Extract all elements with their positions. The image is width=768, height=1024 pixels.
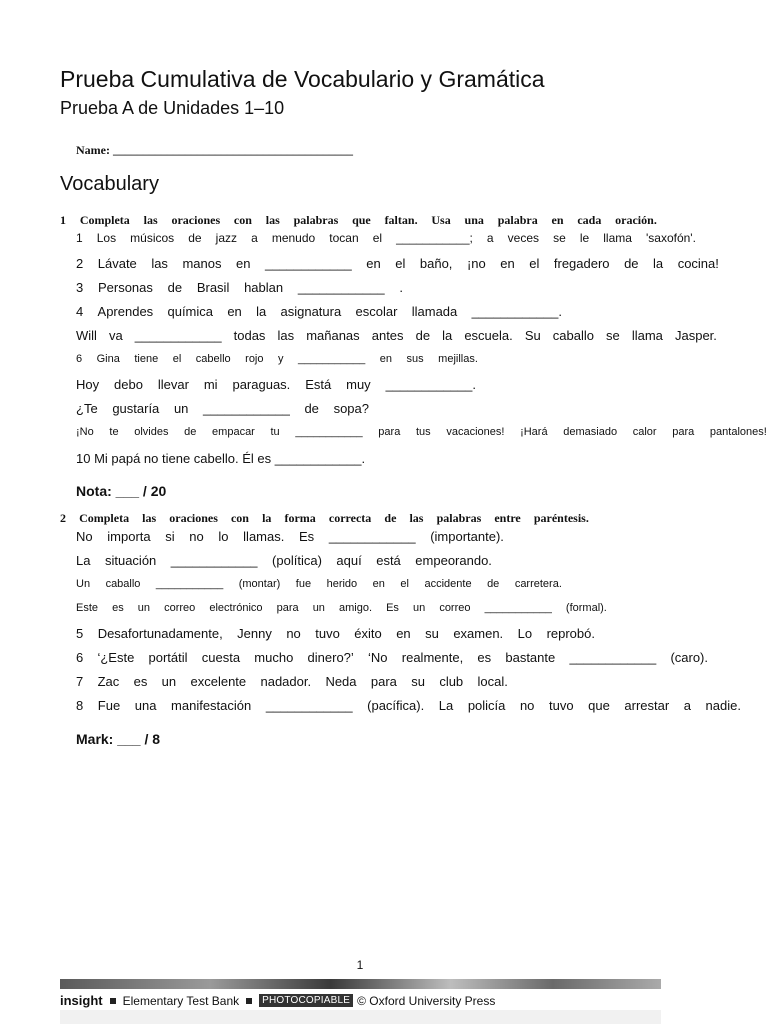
word: Completa	[79, 511, 130, 525]
question-line	[76, 401, 369, 416]
word: las	[265, 213, 280, 227]
word: Usa	[431, 213, 451, 227]
answer-blank: ____________	[569, 650, 657, 665]
word: tuvo	[548, 698, 574, 713]
word: y	[278, 353, 284, 365]
answer-blank: ____________.	[385, 377, 476, 392]
word: antes	[371, 328, 404, 343]
answer-blank: ____________	[134, 328, 222, 343]
footer	[60, 993, 495, 1008]
word: lo	[218, 529, 229, 544]
word: ‘No	[368, 650, 388, 665]
word: en	[366, 256, 381, 271]
word: Es	[386, 602, 399, 614]
word: ¿Te	[76, 401, 98, 416]
word: electrónico	[209, 602, 263, 614]
word: Es	[299, 529, 315, 544]
publisher: © Oxford University Press	[357, 993, 496, 1008]
word: un	[413, 602, 426, 614]
word: el	[400, 578, 409, 590]
word: músicos	[130, 231, 175, 245]
word: paraguas.	[232, 377, 291, 392]
answer-blank: ___________	[155, 578, 224, 590]
word: se	[606, 328, 620, 343]
word: sus	[406, 353, 424, 365]
word: en	[379, 353, 393, 365]
word: correo	[164, 602, 196, 614]
word: La	[76, 553, 91, 568]
word: Jenny	[237, 626, 272, 641]
word: baño,	[419, 256, 453, 271]
word: mucho	[254, 650, 294, 665]
word: 2	[76, 256, 84, 271]
word: para	[672, 426, 695, 438]
word: tus	[415, 426, 431, 438]
word: con	[233, 213, 252, 227]
word: sopa?	[333, 401, 369, 416]
word: nadie.	[705, 698, 741, 713]
question-line	[76, 529, 504, 544]
word: Hoy	[76, 377, 100, 392]
word: (caro).	[670, 650, 708, 665]
word: es	[477, 650, 492, 665]
photocopiable-badge: PHOTOCOPIABLE	[259, 994, 353, 1007]
word: es	[112, 602, 124, 614]
word: calor	[632, 426, 657, 438]
answer-blank: ____________	[203, 401, 290, 416]
word: amigo.	[339, 602, 373, 614]
word: de	[384, 511, 397, 525]
word: nadador.	[260, 674, 312, 689]
word: pantalones!	[709, 426, 767, 438]
word: ¡Hará	[520, 426, 548, 438]
question-line	[76, 377, 476, 392]
word: (política)	[272, 553, 322, 568]
word: Fue	[97, 698, 121, 713]
square-bullet-icon	[246, 998, 252, 1004]
word: escuela.	[464, 328, 513, 343]
word: de	[304, 401, 319, 416]
word: llama	[631, 328, 663, 343]
word: Un	[76, 578, 91, 590]
word: llamas.	[243, 529, 285, 544]
word: dinero?’	[307, 650, 354, 665]
word: manifestación	[171, 698, 252, 713]
word: de	[188, 231, 202, 245]
word: forma	[284, 511, 316, 525]
exercise-2-instruction	[60, 511, 589, 526]
word: asignatura	[280, 304, 342, 319]
word: vacaciones!	[446, 426, 505, 438]
word: debo	[114, 377, 143, 392]
word: manos	[182, 256, 222, 271]
word: una	[134, 698, 157, 713]
word: llevar	[157, 377, 189, 392]
word: oraciones	[171, 213, 221, 227]
word: le	[579, 231, 590, 245]
word: (formal).	[565, 602, 607, 614]
word: local.	[477, 674, 508, 689]
word: 6	[76, 650, 84, 665]
answer-blank: ____________.	[471, 304, 562, 319]
word: que	[588, 698, 610, 713]
word: 3	[76, 280, 84, 295]
word: se	[553, 231, 566, 245]
answer-blank: ___________;	[396, 231, 473, 245]
word: en	[227, 304, 242, 319]
word: las	[142, 511, 157, 525]
word: en	[500, 256, 515, 271]
word: no	[189, 529, 204, 544]
word: palabra	[497, 213, 538, 227]
brand-logo: insight	[60, 993, 103, 1008]
word: éxito	[354, 626, 382, 641]
word: que	[352, 213, 371, 227]
exercise-1-mark: Nota: ___ / 20	[76, 483, 167, 499]
answer-blank: 10 Mi papá no tiene cabello. Él es ____________.	[76, 451, 366, 466]
word: portátil	[148, 650, 188, 665]
word: tocan	[329, 231, 359, 245]
word: fue	[295, 578, 312, 590]
word: empeorando.	[415, 553, 492, 568]
word: tu	[270, 426, 280, 438]
page-subtitle: Prueba A de Unidades 1–10	[60, 98, 285, 118]
word: el	[372, 231, 383, 245]
word: la	[256, 304, 267, 319]
word: accidente	[424, 578, 472, 590]
word: un	[161, 674, 177, 689]
question-line	[76, 553, 492, 568]
word: excelente	[190, 674, 247, 689]
word: 5	[76, 626, 84, 641]
word: 7	[76, 674, 84, 689]
word: si	[165, 529, 175, 544]
question-line	[76, 578, 562, 590]
word: hablan	[244, 280, 284, 295]
word: Este	[76, 602, 99, 614]
word: Su	[524, 328, 541, 343]
word: tiene	[134, 353, 159, 365]
answer-blank: ____________	[264, 256, 352, 271]
word: entre	[494, 511, 521, 525]
word: No	[76, 529, 93, 544]
word: Personas	[97, 280, 153, 295]
word: de	[487, 578, 500, 590]
word: .	[399, 280, 403, 295]
word: ‘¿Este	[97, 650, 135, 665]
word: oraciones	[169, 511, 218, 525]
word: en	[396, 626, 411, 641]
word: cabello	[195, 353, 231, 365]
word: no	[286, 626, 301, 641]
question-line	[76, 280, 403, 295]
word: oración.	[615, 213, 657, 227]
word: club	[439, 674, 464, 689]
word: en	[236, 256, 251, 271]
word: de	[415, 328, 431, 343]
word: 6	[76, 353, 83, 365]
word: demasiado	[563, 426, 618, 438]
book-title: Elementary Test Bank	[122, 993, 240, 1008]
word: 'saxofón'.	[645, 231, 696, 245]
word: (montar)	[238, 578, 281, 590]
word: Está	[305, 377, 332, 392]
answer-blank: ___________	[298, 353, 366, 365]
word: tuvo	[315, 626, 340, 641]
word: la	[442, 328, 453, 343]
question-line	[76, 304, 562, 319]
word: es	[133, 674, 148, 689]
word: llama	[603, 231, 632, 245]
footer-band	[60, 979, 661, 989]
word: la	[262, 511, 272, 525]
word: palabras	[293, 213, 339, 227]
word: el	[172, 353, 182, 365]
word: paréntesis.	[533, 511, 589, 525]
word: Lo	[517, 626, 533, 641]
word: muy	[346, 377, 371, 392]
question-line	[76, 256, 719, 271]
word: un	[312, 602, 325, 614]
word: situación	[104, 553, 157, 568]
word: a	[683, 698, 691, 713]
word: las	[143, 213, 158, 227]
word: llamada	[411, 304, 458, 319]
answer-blank: ____________	[297, 280, 385, 295]
word: a	[486, 231, 494, 245]
word: correcta	[328, 511, 372, 525]
word: menudo	[271, 231, 316, 245]
word: Desafortunadamente,	[97, 626, 223, 641]
exercise-2-mark: Mark: ___ / 8	[76, 731, 161, 747]
word: rojo	[245, 353, 264, 365]
word: Neda	[325, 674, 357, 689]
page-title: Prueba Cumulativa de Vocabulario y Gramática	[60, 66, 545, 92]
word: La	[438, 698, 454, 713]
word: arrestar	[624, 698, 670, 713]
answer-blank: ____________	[328, 529, 416, 544]
word: a	[251, 231, 258, 245]
question-line	[76, 698, 741, 713]
word: una	[464, 213, 484, 227]
word: va	[109, 328, 123, 343]
word: faltan.	[384, 213, 418, 227]
question-line	[76, 328, 717, 343]
exercise-1-instruction	[60, 213, 657, 228]
word: cuesta	[201, 650, 241, 665]
word: un	[173, 401, 189, 416]
word: con	[230, 511, 249, 525]
word: fregadero	[553, 256, 610, 271]
answer-blank: ____________	[265, 698, 353, 713]
word: 1	[76, 231, 83, 245]
word: para	[370, 674, 397, 689]
word: cada	[577, 213, 602, 227]
word: 4	[76, 304, 84, 319]
word: está	[376, 553, 401, 568]
word: Brasil	[196, 280, 230, 295]
question-line	[76, 602, 607, 614]
word: te	[109, 426, 119, 438]
word: palabras	[436, 511, 482, 525]
word: de	[167, 280, 183, 295]
word: realmente,	[401, 650, 464, 665]
word: 2	[60, 511, 66, 525]
word: (importante).	[430, 529, 504, 544]
word: el	[529, 256, 540, 271]
word: la	[653, 256, 664, 271]
word: reprobó.	[546, 626, 595, 641]
word: olvides	[134, 426, 169, 438]
word: en	[551, 213, 564, 227]
word: correo	[439, 602, 471, 614]
question-line	[76, 674, 508, 689]
word: Lávate	[97, 256, 137, 271]
question-line	[76, 231, 696, 245]
word: las	[409, 511, 424, 525]
word: mejillas.	[438, 353, 478, 365]
word: examen.	[453, 626, 504, 641]
word: mañanas	[306, 328, 360, 343]
word: 1	[60, 213, 66, 227]
word: para	[378, 426, 401, 438]
word: Aprendes	[97, 304, 154, 319]
word: para	[276, 602, 299, 614]
word: ¡No	[76, 426, 94, 438]
word: carretera.	[514, 578, 562, 590]
answer-blank: ___________	[484, 602, 552, 614]
word: (pacífica).	[367, 698, 425, 713]
question-line	[76, 650, 708, 665]
question-line	[76, 426, 767, 438]
word: en	[372, 578, 385, 590]
answer-blank: ____________	[170, 553, 258, 568]
word: veces	[507, 231, 540, 245]
word: Completa	[79, 213, 130, 227]
word: bastante	[505, 650, 556, 665]
word: jazz	[215, 231, 238, 245]
word: escolar	[355, 304, 398, 319]
word: su	[411, 674, 425, 689]
word: de	[624, 256, 639, 271]
word: Gina	[96, 353, 120, 365]
word: de	[184, 426, 197, 438]
word: ¡no	[466, 256, 486, 271]
word: cocina!	[677, 256, 719, 271]
word: las	[151, 256, 168, 271]
word: caballo	[105, 578, 141, 590]
word: gustaría	[112, 401, 160, 416]
question-line	[76, 451, 365, 466]
word: importa	[107, 529, 151, 544]
name-field-label: Name: ________________________________________	[76, 143, 353, 157]
word: su	[425, 626, 439, 641]
word: caballo	[552, 328, 594, 343]
question-line	[76, 626, 595, 641]
footer-strip	[60, 1010, 661, 1024]
page-number: 1	[356, 958, 364, 972]
word: química	[167, 304, 214, 319]
word: Los	[96, 231, 117, 245]
word: empacar	[212, 426, 255, 438]
word: herido	[326, 578, 358, 590]
square-bullet-icon	[110, 998, 116, 1004]
word: todas	[233, 328, 266, 343]
word: un	[137, 602, 151, 614]
word: no	[519, 698, 535, 713]
word: policía	[467, 698, 506, 713]
section-title: Vocabulary	[60, 173, 159, 195]
word: Jasper.	[674, 328, 717, 343]
word: Will	[76, 328, 97, 343]
word: las	[277, 328, 295, 343]
word: 8	[76, 698, 84, 713]
word: Zac	[97, 674, 120, 689]
word: aquí	[336, 553, 362, 568]
question-line	[76, 353, 478, 365]
word: mi	[203, 377, 218, 392]
answer-blank: ___________	[295, 426, 363, 438]
word: el	[395, 256, 406, 271]
